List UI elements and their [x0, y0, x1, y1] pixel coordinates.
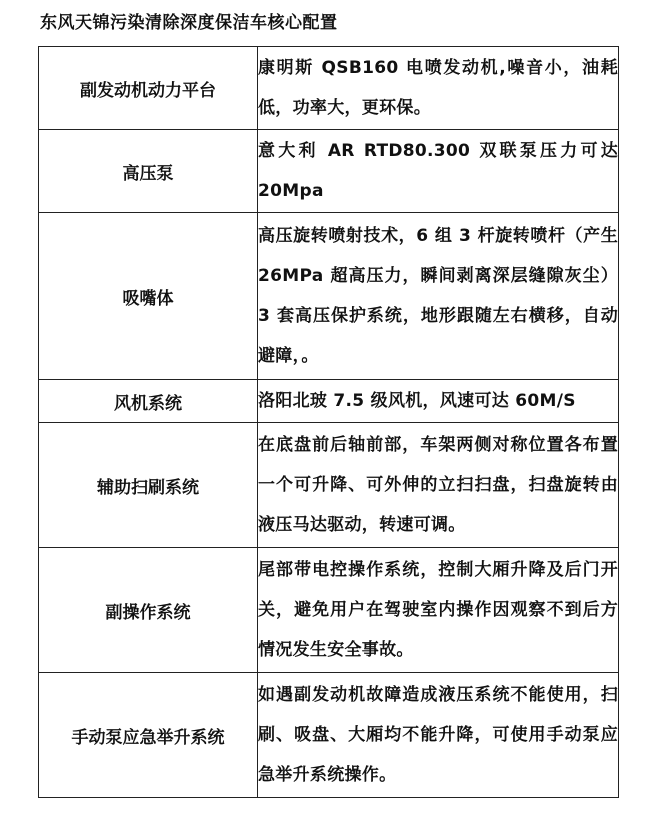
row-value: 高压旋转喷射技术，6 组 3 杆旋转喷杆（产生 26MPa 超高压力，瞬间剥离深层缝隙灰尘）3 套高压保护系统，地形跟随左右横移，自动避障，。 — [258, 213, 619, 380]
row-label: 风机系统 — [39, 380, 258, 423]
row-label: 吸嘴体 — [39, 213, 258, 380]
table-row — [39, 213, 619, 380]
row-label: 辅助扫刷系统 — [39, 423, 258, 548]
row-label: 副操作系统 — [39, 548, 258, 673]
table-row — [39, 380, 619, 423]
document-title: 东风天锦污染清除深度保洁车核心配置 — [40, 13, 338, 33]
row-value: 洛阳北玻 7.5 级风机，风速可达 60M/S — [258, 380, 619, 423]
table-row — [39, 548, 619, 673]
config-table — [38, 46, 619, 798]
row-label: 高压泵 — [39, 130, 258, 213]
row-value: 意大利 AR RTD80.300 双联泵压力可达 20Mpa — [258, 130, 619, 213]
table-row — [39, 47, 619, 130]
table-row — [39, 423, 619, 548]
row-value: 尾部带电控操作系统，控制大厢升降及后门开关，避免用户在驾驶室内操作因观察不到后方情况发生安全事故。 — [258, 548, 619, 673]
row-value: 在底盘前后轴前部，车架两侧对称位置各布置一个可升降、可外伸的立扫扫盘，扫盘旋转由液压马达驱动，转速可调。 — [258, 423, 619, 548]
row-label: 手动泵应急举升系统 — [39, 673, 258, 798]
row-value: 如遇副发动机故障造成液压系统不能使用，扫刷、吸盘、大厢均不能升降，可使用手动泵应急举升系统操作。 — [258, 673, 619, 798]
table-row — [39, 130, 619, 213]
row-label: 副发动机动力平台 — [39, 47, 258, 130]
row-value: 康明斯 QSB160 电喷发动机,噪音小，油耗低，功率大，更环保。 — [258, 47, 619, 130]
table-row — [39, 673, 619, 798]
